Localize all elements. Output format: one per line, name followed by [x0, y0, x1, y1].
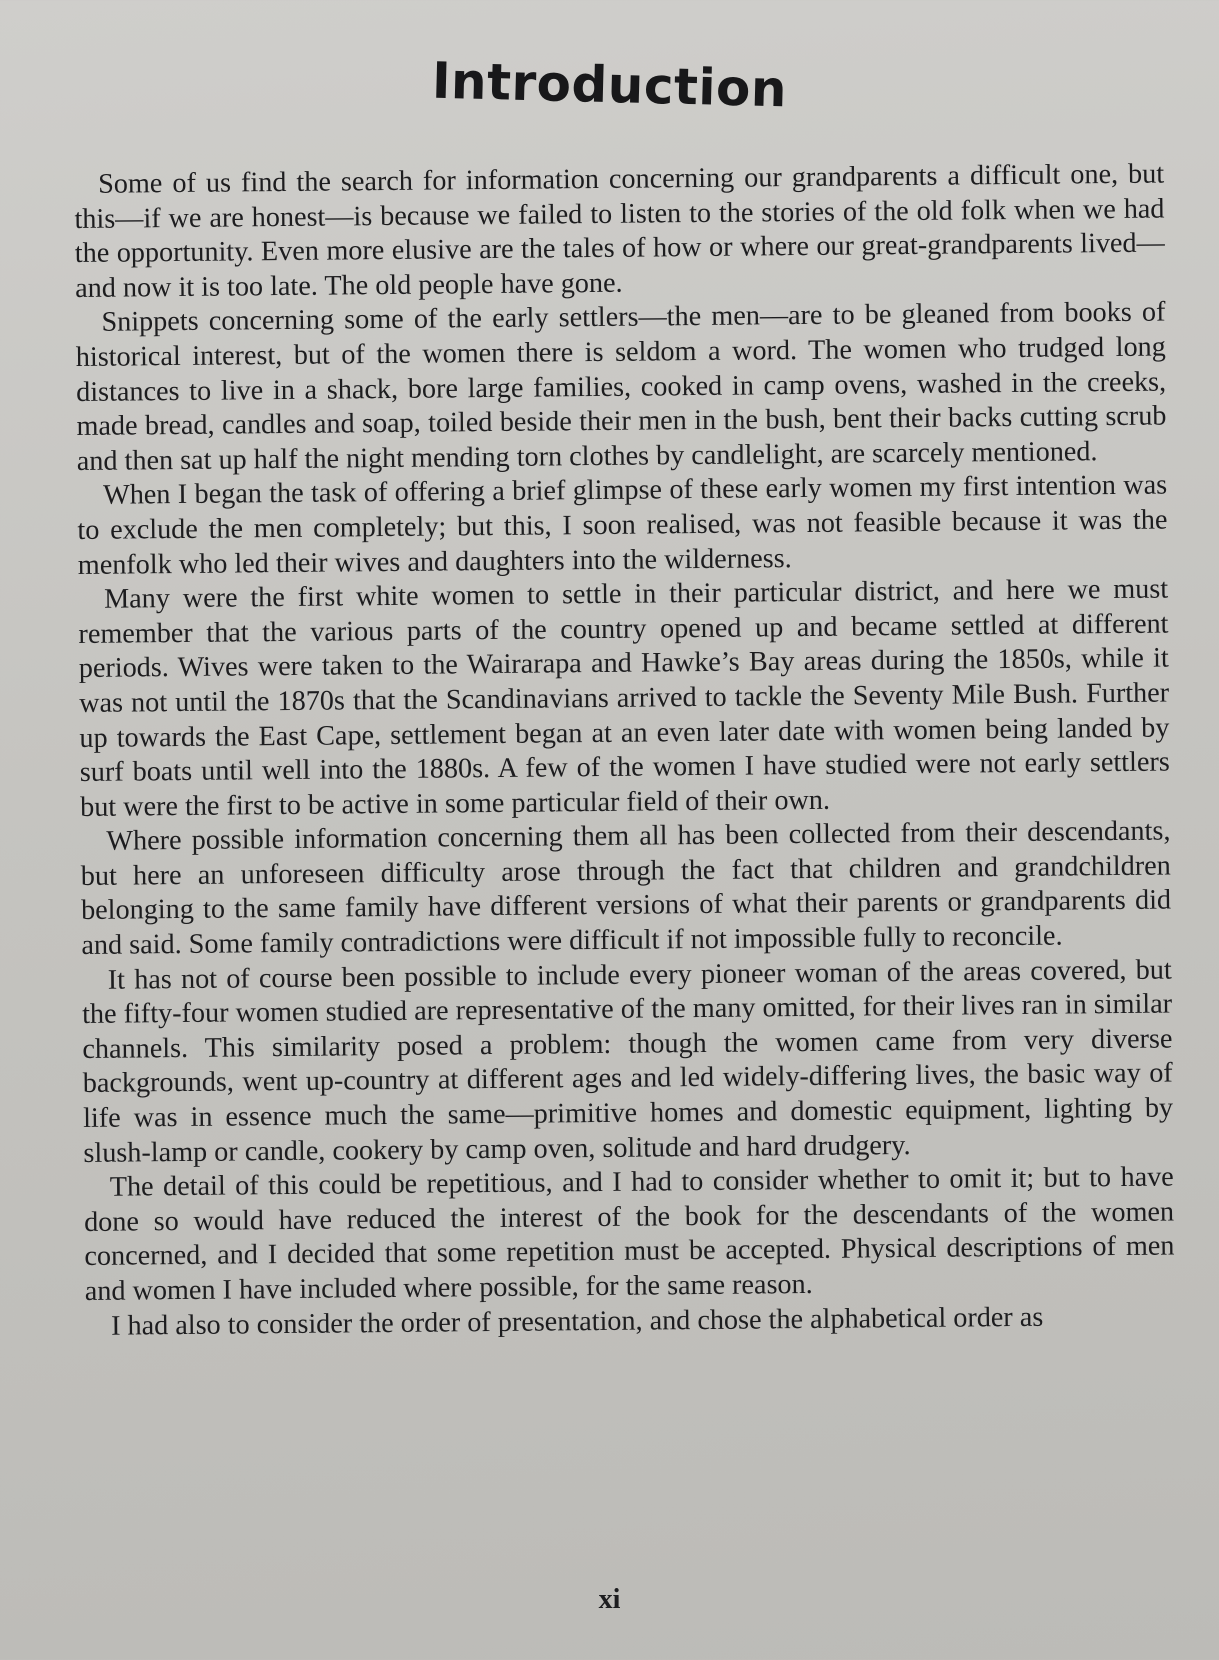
paragraph-4: Many were the first white women to settle in their particular district, and here we must remember that the various parts of the country opened up and became settled at different periods. Wives were taken to the Wairarapa and Hawke’s Bay areas during the 1850s, while it was not until the 1870s that the Scandinavians arrived to tackle the Seventy Mile Bush. Further up towards the East Cape, settlement began at an even later date with women being landed by surf boats until well into the 1880s. A few of the women I have studied were not early settlers but were the first to be active in some particular field of their own. — [78, 573, 1170, 823]
paragraph-6: It has not of course been possible to include every pioneer woman of the areas covered, but the fifty-four women studied are representative of the many omitted, for their lives ran in similar channels. This similarity posed a problem: though the women came from very diverse backgrounds, went up-country at different ages and led widely-differing lives, the basic way of life was in essence much the same—primitive homes and domestic equipment, lighting by slush-lamp or candle, cookery by camp oven, solitude and hard drudgery. — [81, 954, 1174, 1169]
paragraph-3: When I began the task of offering a brief glimpse of these early women my first intention was to exclude the men completely; but this, I soon realised, was not feasible because it was the menfolk who led their wives and daughters into the wilderness. — [77, 469, 1168, 581]
paragraph-5: Where possible information concerning them all has been collected from their descendants, but here an unforeseen difficulty arose through the fact that children and grandchildren belonging to the same family have different versions of what their parents or grandparents did and said. Some family contradictions were difficult if not impossible fully to reconcile. — [80, 815, 1172, 962]
paragraph-8: I had also to consider the order of presentation, and chose the alphabetical order as — [110, 1301, 1044, 1342]
introduction-text — [74, 158, 1175, 1345]
paragraph-2: Snippets concerning some of the early settlers—the men—are to be gleaned from books of historical interest, but of the women there is seldom a word. The women who trudged long distances to live in a shack, bore large families, cooked in camp ovens, washed in the creeks, made bread, candles and soap, toiled beside their men in the bush, bent their backs cutting scrub and then sat up half the night mending torn clothes by candlelight, are scarcely mentioned. — [75, 296, 1167, 477]
page-number: xi — [598, 1584, 621, 1615]
paragraph-1: Some of us find the search for information concerning our grandparents a difficult one, but this—if we are honest—is because we failed to listen to the stories of the old folk when we had the opportunity. Even more elusive are the tales of how or where our great-grandparents lived—and now it is too late. The old people have gone. — [74, 158, 1165, 304]
paragraph-7: The detail of this could be repetitious, and I had to consider whether to omit it; but to have done so would have reduced the interest of the book for the descendants of the women concerned, and I decided that some repetition must be accepted. Physical descriptions of men and women I have included where possible, for the same reason. — [83, 1161, 1175, 1307]
page-title: Introduction — [431, 51, 788, 119]
